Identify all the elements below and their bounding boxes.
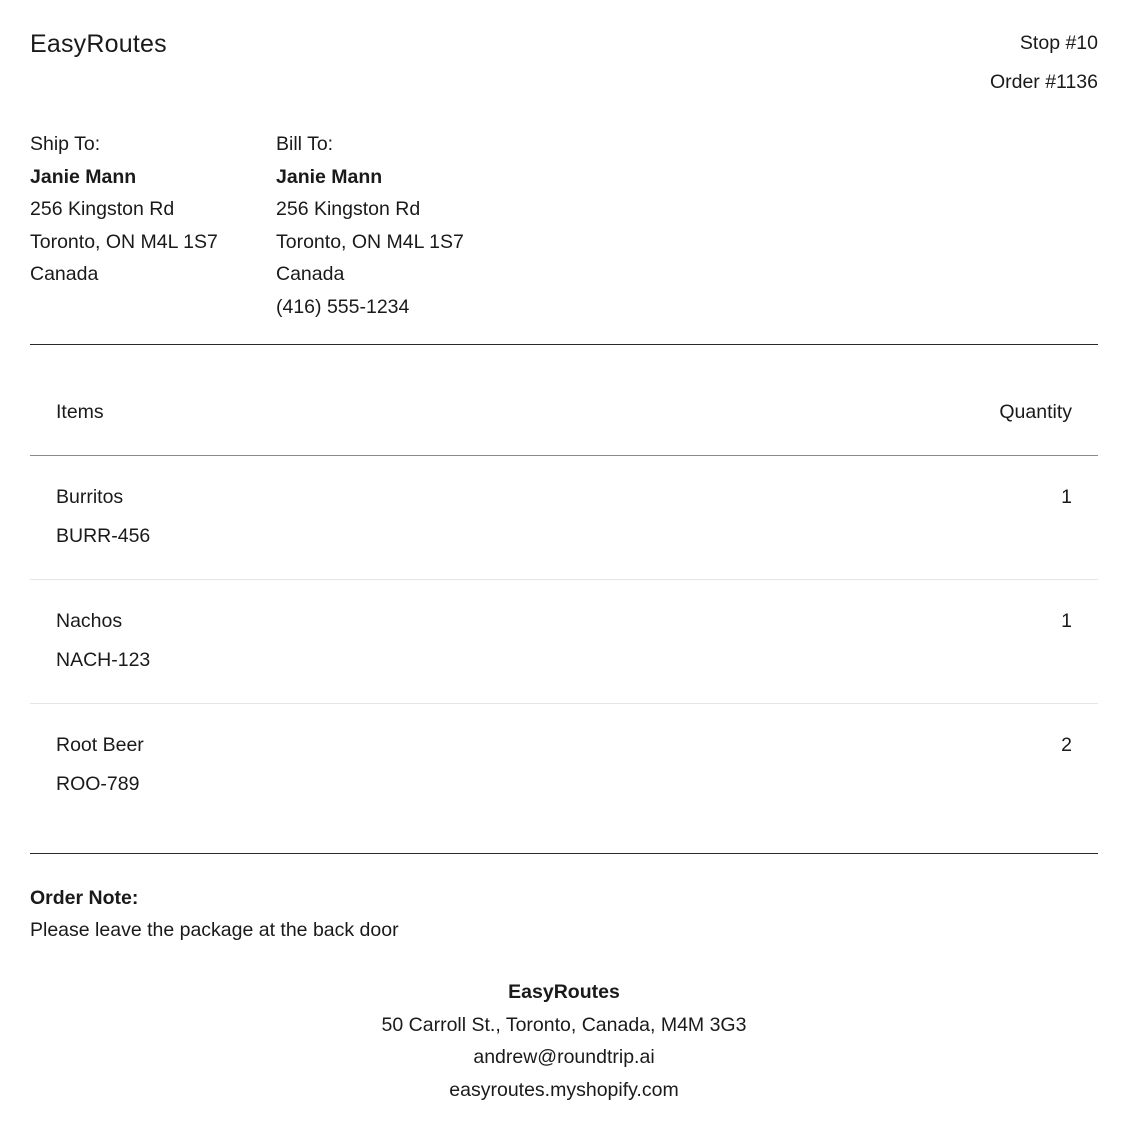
items-table-header <box>30 345 1098 455</box>
table-row <box>30 456 1098 579</box>
slip-header <box>30 0 1098 110</box>
bill-to-street: 256 Kingston Rd <box>276 198 421 220</box>
order-note-label: Order Note: <box>30 887 139 909</box>
item-sku: NACH-123 <box>56 649 151 671</box>
brand-name: EasyRoutes <box>30 30 167 58</box>
ship-to-label: Ship To: <box>30 133 101 155</box>
packing-slip <box>30 0 1098 1101</box>
table-row <box>30 704 1098 853</box>
footer-email: andrew@roundtrip.ai <box>473 1046 655 1068</box>
slip-footer <box>30 976 1098 1106</box>
ship-to-country: Canada <box>30 263 99 285</box>
item-quantity: 1 <box>1061 486 1072 508</box>
bill-to-phone: (416) 555-1234 <box>276 295 410 318</box>
order-number: Order #1136 <box>989 71 1098 93</box>
order-note-text: Please leave the package at the back door <box>30 919 399 941</box>
order-meta <box>990 30 1098 102</box>
quantity-column-header: Quantity <box>999 401 1072 423</box>
item-sku: ROO-789 <box>56 773 140 795</box>
table-row <box>30 580 1098 703</box>
bill-to-label: Bill To: <box>276 133 334 155</box>
item-quantity: 2 <box>1061 734 1072 756</box>
bill-to-city: Toronto, ON M4L 1S7 <box>276 230 464 253</box>
ship-to-block <box>30 128 218 291</box>
item-title: Root Beer <box>56 734 144 756</box>
ship-to-name: Janie Mann <box>30 165 137 188</box>
bill-to-country: Canada <box>276 263 345 285</box>
item-quantity: 1 <box>1061 610 1072 632</box>
footer-company-name: EasyRoutes <box>508 981 620 1003</box>
addresses-section <box>30 110 1098 344</box>
footer-address: 50 Carroll St., Toronto, Canada, M4M 3G3 <box>381 1013 747 1036</box>
item-sku: BURR-456 <box>56 525 151 547</box>
bill-to-name: Janie Mann <box>276 165 383 188</box>
footer-website: easyroutes.myshopify.com <box>449 1078 679 1101</box>
ship-to-city: Toronto, ON M4L 1S7 <box>30 230 218 253</box>
items-column-header: Items <box>56 401 104 423</box>
item-title: Burritos <box>56 486 124 508</box>
stop-number: Stop #10 <box>1019 32 1098 54</box>
bill-to-block <box>276 128 464 323</box>
item-title: Nachos <box>56 610 123 632</box>
order-note-section <box>30 854 1098 974</box>
ship-to-street: 256 Kingston Rd <box>30 198 175 220</box>
